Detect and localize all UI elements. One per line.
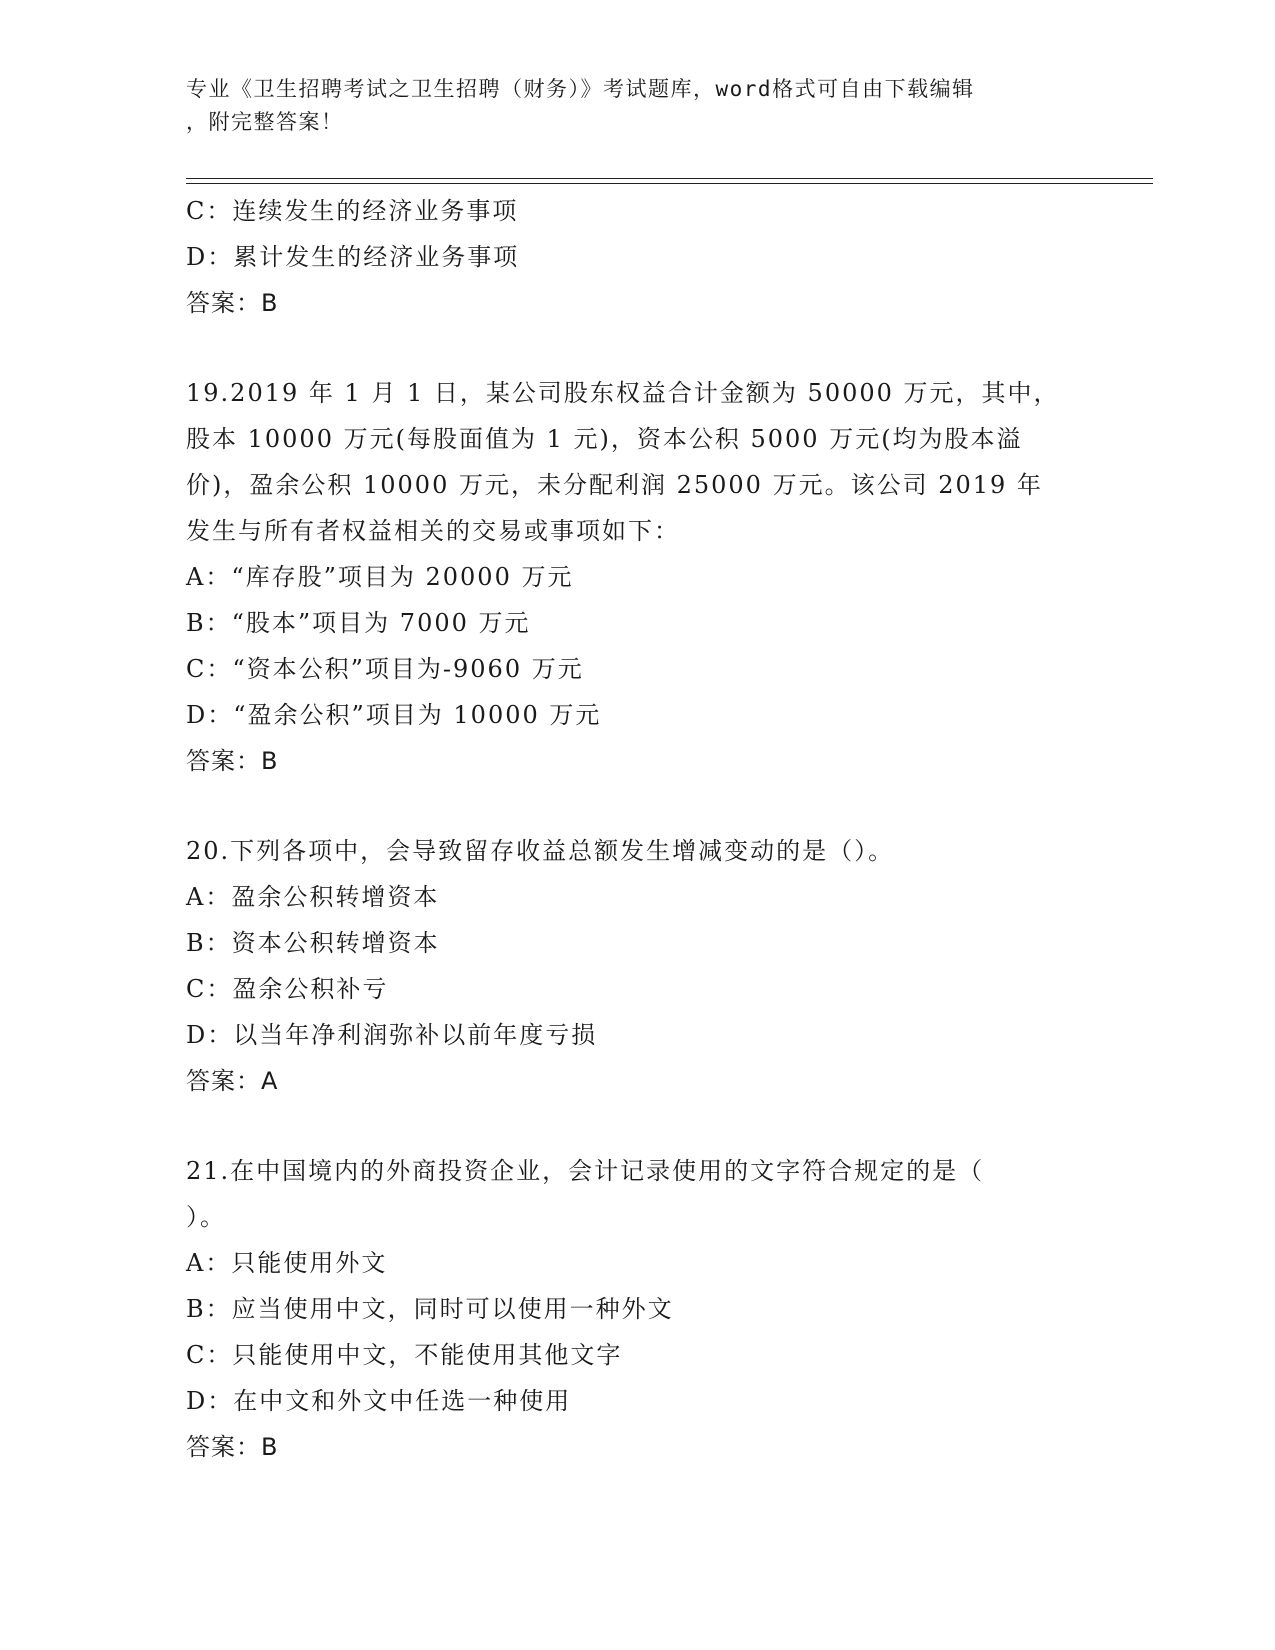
option-c: C：连续发生的经济业务事项 [186, 197, 519, 225]
option-b: B：资本公积转增资本 [186, 929, 440, 957]
question-19-line-1: 19.2019 年 1 月 1 日，某公司股东权益合计金额为 50000 万元，其中， [186, 379, 1060, 407]
question-21-line-2: ）。 [186, 1203, 226, 1231]
option-d: D：以当年净利润弥补以前年度亏损 [186, 1021, 598, 1049]
answer-line: 答案：A [186, 1067, 279, 1095]
spacer [186, 326, 1066, 370]
option-c: C：盈余公积补亏 [186, 975, 389, 1003]
answer-line: 答案：B [186, 289, 279, 317]
header-rule-top [186, 178, 1153, 179]
document-body [186, 188, 1066, 1470]
option-d: D：累计发生的经济业务事项 [186, 243, 520, 271]
spacer [186, 1104, 1066, 1148]
option-a: A：“库存股”项目为 20000 万元 [186, 563, 574, 591]
option-a: A：盈余公积转增资本 [186, 883, 440, 911]
answer-line: 答案：B [186, 1433, 279, 1461]
question-19-line-2: 股本 10000 万元(每股面值为 1 元)，资本公积 5000 万元(均为股本溢 [186, 425, 1023, 453]
option-b: B：“股本”项目为 7000 万元 [186, 609, 531, 637]
option-b: B：应当使用中文，同时可以使用一种外文 [186, 1295, 674, 1323]
question-19 [186, 370, 1066, 784]
option-d: D：在中文和外文中任选一种使用 [186, 1387, 572, 1415]
answer-line: 答案：B [186, 747, 279, 775]
header-rule-bottom [186, 183, 1153, 184]
header-line-1: 专业《卫生招聘考试之卫生招聘（财务）》考试题库，word格式可自由下载编辑 [186, 77, 975, 101]
option-c: C：只能使用中文，不能使用其他文字 [186, 1341, 623, 1369]
option-a: A：只能使用外文 [186, 1249, 388, 1277]
question-19-line-4: 发生与所有者权益相关的交易或事项如下： [186, 517, 680, 545]
question-21 [186, 1148, 1066, 1470]
header-line-2: ，附完整答案！ [186, 110, 344, 134]
question-19-line-3: 价)，盈余公积 10000 万元，未分配利润 25000 万元。该公司 2019 年 [186, 471, 1043, 499]
question-18-tail [186, 188, 1066, 326]
question-21-line-1: 21.在中国境内的外商投资企业，会计记录使用的文字符合规定的是（ [186, 1157, 985, 1185]
option-d: D：“盈余公积”项目为 10000 万元 [186, 701, 602, 729]
question-20 [186, 828, 1066, 1104]
spacer [186, 784, 1066, 828]
document-header [186, 73, 1066, 139]
question-20-line-1: 20.下列各项中，会导致留存收益总额发生增减变动的是（）。 [186, 837, 895, 865]
option-c: C：“资本公积”项目为-9060 万元 [186, 655, 584, 683]
